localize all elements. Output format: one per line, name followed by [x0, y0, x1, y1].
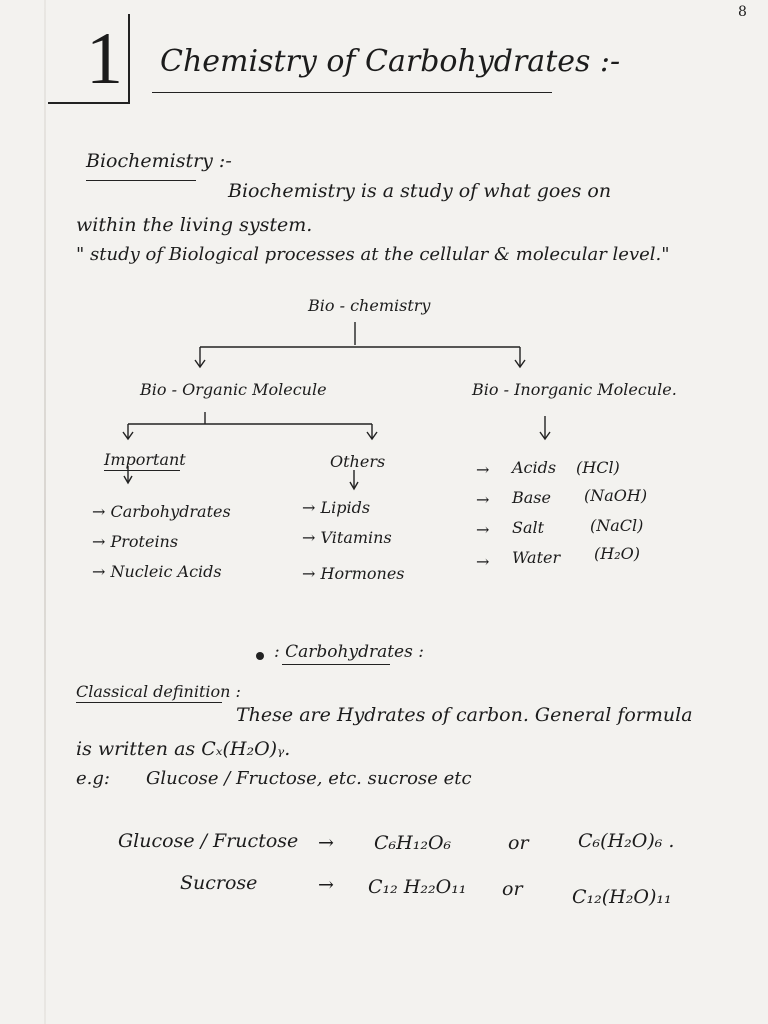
- biochemistry-line-1: Biochemistry is a study of what goes on: [228, 180, 612, 202]
- diagram-left-branch: Bio - Organic Molecule: [140, 380, 327, 399]
- diagram-right-branch: Bio - Inorganic Molecule.: [472, 380, 677, 399]
- definition-line-1: These are Hydrates of carbon. General formula: [236, 704, 693, 726]
- important-item-proteins: → Proteins: [92, 532, 179, 551]
- chapter-number: 1: [86, 18, 123, 100]
- inorganic-arrow-acids: →: [476, 460, 490, 479]
- formula-sucrose: C₁₂ H₂₂O₁₁: [368, 876, 467, 898]
- inorganic-formula-acids: (HCl): [576, 458, 620, 477]
- diagram-root: Bio - chemistry: [308, 296, 431, 315]
- important-item-nucleic-acids: → Nucleic Acids: [92, 562, 222, 581]
- formula-arrow-sucrose: →: [318, 874, 334, 896]
- important-label: Important: [104, 450, 186, 469]
- page-number: 8: [738, 4, 747, 20]
- carbohydrates-heading: : Carbohydrates :: [274, 642, 424, 662]
- formula-alt-glucose: C₆(H₂O)₆ .: [578, 830, 675, 852]
- biochemistry-line-3: " study of Biological processes at the cellular & molecular level.": [76, 244, 670, 265]
- other-item-hormones: → Hormones: [302, 564, 405, 583]
- formula-name-glucose: Glucose / Fructose: [118, 830, 299, 852]
- carbohydrates-heading-underline: [282, 664, 390, 665]
- biochemistry-line-2: within the living system.: [76, 214, 313, 236]
- inorganic-formula-water: (H₂O): [594, 544, 640, 563]
- formula-or-sucrose: or: [502, 878, 523, 900]
- definition-line-2: is written as Cₓ(H₂O)ᵧ.: [76, 738, 291, 760]
- inorganic-item-acids: Acids: [512, 458, 557, 477]
- other-item-vitamins: → Vitamins: [302, 528, 392, 547]
- inorganic-arrow-salt: →: [476, 520, 490, 539]
- inorganic-item-water: Water: [512, 548, 561, 567]
- formula-arrow-glucose: →: [318, 832, 334, 854]
- carbohydrates-bullet: [256, 652, 264, 660]
- definition-heading-underline: [76, 702, 222, 703]
- examples-text: Glucose / Fructose, etc. sucrose etc: [146, 768, 472, 789]
- inorganic-formula-base: (NaOH): [584, 486, 648, 505]
- important-underline: [104, 470, 180, 471]
- formula-or-glucose: or: [508, 832, 529, 854]
- biochemistry-heading: Biochemistry :-: [86, 150, 232, 172]
- others-label: Others: [330, 452, 386, 471]
- formula-name-sucrose: Sucrose: [180, 872, 258, 894]
- inorganic-arrow-base: →: [476, 490, 490, 509]
- inorganic-formula-salt: (NaCl): [590, 516, 644, 535]
- inorganic-item-base: Base: [512, 488, 551, 507]
- formula-glucose: C₆H₁₂O₆: [374, 832, 452, 854]
- important-item-carbohydrates: → Carbohydrates: [92, 502, 231, 521]
- inorganic-item-salt: Salt: [512, 518, 545, 537]
- definition-heading: Classical definition :: [76, 682, 241, 701]
- formula-alt-sucrose: C₁₂(H₂O)₁₁: [572, 886, 672, 908]
- other-item-lipids: → Lipids: [302, 498, 371, 517]
- page-title: Chemistry of Carbohydrates :-: [160, 44, 621, 79]
- inorganic-arrow-water: →: [476, 552, 490, 571]
- examples-prefix: e.g:: [76, 768, 110, 789]
